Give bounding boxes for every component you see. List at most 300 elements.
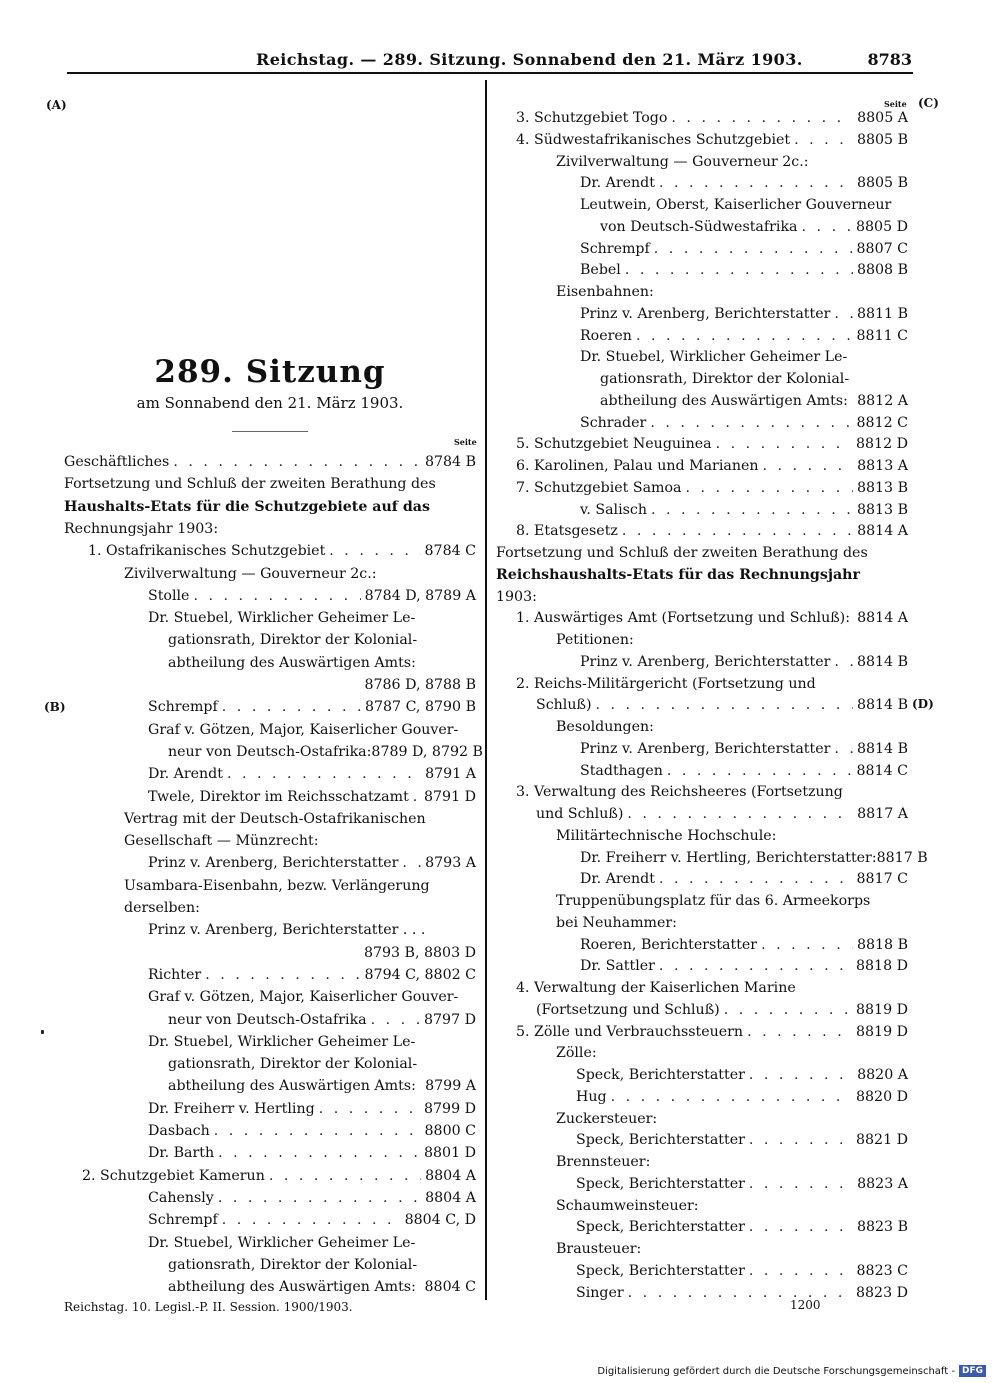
index-entry-label: Richter bbox=[148, 966, 202, 983]
index-entry-label: Dr. Freiherr v. Hertling, Berichterstatter: bbox=[580, 849, 877, 866]
index-entry-page: 8784 D, 8789 A bbox=[364, 587, 476, 604]
index-entry-label: Prinz v. Arenberg, Berichterstatter bbox=[580, 305, 831, 322]
index-entry-label: Speck, Berichterstatter bbox=[576, 1262, 745, 1279]
index-entry-page: 8805 B bbox=[856, 131, 908, 148]
index-entry-label: abtheilung des Auswärtigen Amts: bbox=[168, 1279, 416, 1296]
index-entry-label: 3. Schutzgebiet Togo bbox=[516, 110, 668, 126]
index-entry-label: neur von Deutsch-Ostafrika: bbox=[168, 743, 372, 760]
dot-leader bbox=[834, 304, 853, 324]
index-entry bbox=[580, 739, 908, 759]
index-entry-label: 3. Verwaltung des Reichsheeres (Fortsetzung bbox=[516, 784, 843, 801]
index-entry bbox=[516, 978, 908, 998]
index-entry bbox=[516, 674, 908, 694]
margin-letter-b: (B) bbox=[44, 700, 66, 714]
index-entry-label: Dr. Arendt bbox=[580, 871, 655, 888]
index-entry bbox=[556, 152, 908, 172]
index-entry-page: 8812 D bbox=[856, 436, 908, 453]
index-entry-page: 8804 A bbox=[425, 1167, 476, 1184]
index-entry bbox=[148, 1233, 476, 1253]
index-entry bbox=[168, 943, 476, 963]
index-entry bbox=[516, 1022, 908, 1042]
header-rule bbox=[67, 72, 913, 74]
index-entry-label: Stadthagen bbox=[580, 762, 663, 779]
dot-leader bbox=[763, 456, 854, 476]
dot-leader bbox=[173, 452, 421, 472]
index-entry-page: 8791 A bbox=[425, 766, 476, 783]
index-entry-label: Hug bbox=[576, 1088, 607, 1105]
index-entry bbox=[580, 304, 908, 324]
index-entry-label: abtheilung des Auswärtigen Amts: bbox=[600, 392, 848, 409]
index-entry-label: neur von Deutsch-Ostafrika bbox=[168, 1011, 367, 1028]
index-entry bbox=[148, 764, 476, 784]
index-entry-page: 8793 A bbox=[425, 855, 476, 872]
index-entry bbox=[580, 848, 928, 868]
index-entry-label: Dr. Barth bbox=[148, 1145, 215, 1162]
index-entry-label: abtheilung des Auswärtigen Amts: bbox=[168, 654, 416, 671]
index-entry-label: Speck, Berichterstatter bbox=[576, 1132, 745, 1149]
index-entry bbox=[556, 630, 908, 650]
dot-leader bbox=[625, 260, 853, 280]
dot-leader bbox=[413, 787, 420, 807]
index-entry bbox=[88, 541, 476, 561]
index-entry-label: Brausteuer: bbox=[556, 1241, 642, 1257]
index-entry-label: Petitionen: bbox=[556, 632, 634, 648]
index-entry bbox=[600, 217, 908, 237]
dot-leader bbox=[371, 1010, 420, 1030]
index-entry bbox=[556, 717, 908, 737]
dot-leader bbox=[794, 130, 853, 150]
index-entry-label: Dr. Sattler bbox=[580, 958, 655, 975]
index-entry-page: 8817 A bbox=[857, 806, 908, 822]
index-entry-label: Dr. Stuebel, Wirklicher Geheimer Le- bbox=[580, 349, 848, 366]
digitization-credit-text: Digitalisierung gefördert durch die Deutsche Forschungsgemeinschaft - bbox=[597, 1365, 955, 1377]
index-entry bbox=[516, 456, 908, 476]
dot-leader bbox=[329, 541, 420, 561]
index-entry-page: 8784 C bbox=[424, 543, 476, 560]
index-entry bbox=[124, 809, 476, 829]
index-entry bbox=[82, 1166, 476, 1186]
index-entry bbox=[148, 965, 476, 985]
index-entry-label: Twele, Direktor im Reichsschatzamt bbox=[148, 788, 409, 805]
index-entry-page: 8819 D bbox=[856, 1023, 908, 1040]
index-entry bbox=[580, 260, 908, 280]
index-entry bbox=[148, 987, 476, 1007]
index-entry-page: 8814 A bbox=[857, 523, 908, 540]
index-entry-label: Zölle: bbox=[556, 1045, 597, 1062]
index-entry-label: Speck, Berichterstatter bbox=[576, 1219, 745, 1236]
index-entry bbox=[580, 761, 908, 781]
index-entry-page: 8823 C bbox=[856, 1262, 908, 1279]
index-entry-page: 8813 A bbox=[857, 458, 908, 474]
dot-leader bbox=[834, 652, 853, 672]
running-header-page-number: 8783 bbox=[867, 50, 912, 69]
index-entry bbox=[576, 1087, 908, 1107]
index-entry-label: Prinz v. Arenberg, Berichterstatter bbox=[148, 855, 399, 872]
index-entry bbox=[536, 1000, 908, 1020]
dot-leader bbox=[686, 478, 853, 498]
dot-leader bbox=[205, 965, 360, 985]
index-entry bbox=[576, 1130, 908, 1150]
index-entry-label: Zivilverwaltung — Gouverneur 2c.: bbox=[556, 153, 809, 170]
index-entry bbox=[148, 586, 476, 606]
index-entry bbox=[64, 497, 476, 517]
index-entry bbox=[580, 195, 908, 215]
index-entry-page: 8789 D, 8792 B bbox=[371, 743, 483, 760]
index-entry-label: Zivilverwaltung — Gouverneur 2c.: bbox=[124, 565, 377, 582]
title-separator bbox=[232, 431, 308, 432]
index-entry-label: Roeren, Berichterstatter bbox=[580, 936, 758, 953]
index-entry-page: 8804 C bbox=[424, 1279, 476, 1296]
column-divider bbox=[485, 80, 487, 1300]
index-entry-page: 8811 C bbox=[856, 327, 908, 344]
index-entry-label: Bebel bbox=[580, 262, 621, 279]
index-entry bbox=[168, 742, 483, 762]
index-entry bbox=[536, 695, 908, 715]
index-entry bbox=[556, 1239, 908, 1259]
index-entry-label: und Schluß) bbox=[536, 806, 624, 822]
index-entry bbox=[580, 652, 908, 672]
dot-leader bbox=[749, 1065, 853, 1085]
running-header-title: Reichstag. — 289. Sitzung. Sonnabend den 21. März 1903. bbox=[256, 50, 803, 69]
index-entry-label: (Fortsetzung und Schluß) bbox=[536, 1001, 720, 1018]
dot-leader bbox=[319, 1099, 420, 1119]
index-entry-label: Haushalts-Etats für die Schutzgebiete auf das bbox=[64, 498, 430, 515]
index-entry-label: 7. Schutzgebiet Samoa bbox=[516, 479, 682, 496]
index-entry-label: derselben: bbox=[124, 900, 200, 916]
index-entry-page: 8814 C bbox=[856, 762, 908, 779]
index-entry-page: 8814 B bbox=[856, 653, 908, 670]
index-entry-page: 8799 D bbox=[424, 1100, 476, 1117]
index-entry-label: Graf v. Götzen, Major, Kaiserlicher Gouver- bbox=[148, 721, 459, 738]
dot-leader bbox=[659, 173, 853, 193]
index-entry bbox=[580, 413, 908, 433]
index-entry-page: 8805 D bbox=[856, 218, 908, 235]
dot-leader bbox=[269, 1166, 421, 1186]
index-entry-label: 6. Karolinen, Palau und Marianen bbox=[516, 458, 759, 474]
index-entry bbox=[148, 1032, 476, 1052]
index-entry-page: 8805 A bbox=[857, 110, 908, 126]
index-entry-page: 8800 C bbox=[424, 1123, 476, 1139]
index-entry-label: Fortsetzung und Schluß der zweiten Berathung des bbox=[64, 476, 436, 493]
index-entry bbox=[168, 1255, 476, 1275]
index-entry bbox=[64, 519, 476, 539]
index-entry bbox=[148, 1210, 476, 1230]
index-entry-label: Rechnungsjahr 1903: bbox=[64, 520, 219, 537]
index-entry bbox=[168, 1054, 476, 1074]
index-entry bbox=[124, 876, 476, 896]
index-entry bbox=[496, 543, 908, 563]
index-entry-label: Eisenbahnen: bbox=[556, 284, 654, 300]
index-entry-page: 8812 C bbox=[856, 414, 908, 431]
index-entry-page: 8823 D bbox=[856, 1284, 908, 1301]
index-entry-label: Dr. Stuebel, Wirklicher Geheimer Le- bbox=[148, 1033, 416, 1050]
dot-leader bbox=[622, 521, 853, 541]
index-entry bbox=[496, 565, 908, 585]
index-entry bbox=[600, 391, 908, 411]
index-entry bbox=[64, 452, 476, 472]
index-entry-page: 8819 D bbox=[856, 1001, 908, 1018]
index-entry-label: Reichshaushalts-Etats für das Rechnungsjahr bbox=[496, 566, 860, 583]
index-entry-label: Graf v. Götzen, Major, Kaiserlicher Gouver- bbox=[148, 989, 459, 1006]
dot-leader bbox=[834, 739, 853, 759]
index-entry-label: Stolle bbox=[148, 587, 190, 604]
index-entry-label: 2. Reichs-Militärgericht (Fortsetzung und bbox=[516, 675, 816, 692]
session-subtitle: am Sonnabend den 21. März 1903. bbox=[136, 394, 404, 412]
dot-leader bbox=[222, 1210, 401, 1230]
dot-leader bbox=[749, 1130, 852, 1150]
index-entry bbox=[516, 130, 908, 150]
index-entry-page: 8801 D bbox=[424, 1145, 476, 1162]
index-entry bbox=[576, 1283, 908, 1303]
index-entry-label: Truppenübungsplatz für das 6. Armeekorps bbox=[556, 893, 871, 909]
index-entry bbox=[576, 1217, 908, 1237]
index-entry-label: Schaumweinsteuer: bbox=[556, 1197, 699, 1214]
index-entry-label: gationsrath, Direktor der Kolonial- bbox=[168, 1056, 418, 1073]
index-entry-page: 8813 B bbox=[856, 479, 908, 496]
index-entry-page: 8818 D bbox=[856, 958, 908, 975]
index-entry bbox=[516, 608, 908, 628]
index-entry-label: Speck, Berichterstatter bbox=[576, 1175, 745, 1192]
dot-leader bbox=[802, 217, 852, 237]
index-entry bbox=[576, 1261, 908, 1281]
index-entry bbox=[580, 956, 908, 976]
index-entry-label: Schluß) bbox=[536, 697, 592, 714]
index-entry bbox=[580, 500, 908, 520]
index-entry-page: 8794 C, 8802 C bbox=[364, 966, 476, 983]
index-entry-label: Vertrag mit der Deutsch-Ostafrikanischen bbox=[124, 810, 426, 827]
index-entry-label: Schrader bbox=[580, 414, 647, 431]
index-entry bbox=[148, 853, 476, 873]
index-entry-label: Prinz v. Arenberg, Berichterstatter . . . bbox=[148, 922, 426, 939]
index-entry bbox=[168, 1277, 476, 1297]
dot-leader bbox=[654, 239, 853, 259]
index-entry bbox=[600, 369, 908, 389]
dot-leader bbox=[596, 695, 853, 715]
index-entry-label: v. Salisch bbox=[580, 501, 647, 518]
index-entry-label: 1. Auswärtiges Amt (Fortsetzung und Schluß): bbox=[516, 610, 850, 627]
index-entry-page: 8821 D bbox=[856, 1132, 908, 1149]
dot-leader bbox=[716, 434, 852, 454]
index-entry bbox=[148, 1143, 476, 1163]
index-entry-page: 8804 A bbox=[425, 1189, 476, 1206]
index-entry bbox=[168, 675, 476, 695]
index-entry-page: 8808 B bbox=[856, 262, 908, 279]
index-entry-label: Roeren bbox=[580, 327, 632, 344]
index-entry bbox=[168, 653, 476, 673]
index-entry-label: gationsrath, Direktor der Kolonial- bbox=[168, 632, 418, 649]
index-entry-page: 8811 B bbox=[856, 305, 908, 322]
index-entry-label: 4. Verwaltung der Kaiserlichen Marine bbox=[516, 980, 796, 996]
index-entry-label: Dr. Stuebel, Wirklicher Geheimer Le- bbox=[148, 1234, 416, 1251]
dot-leader bbox=[724, 1000, 852, 1020]
index-entry bbox=[496, 587, 908, 607]
index-entry-page: 8814 B bbox=[856, 740, 908, 757]
dot-leader bbox=[636, 326, 853, 346]
index-entry-page: 8814 A bbox=[857, 610, 908, 627]
index-entry-page: 8805 B bbox=[856, 175, 908, 192]
index-entry bbox=[580, 326, 908, 346]
margin-letter-c: (C) bbox=[918, 96, 939, 110]
index-entry-page: 8813 B bbox=[856, 501, 908, 518]
index-entry bbox=[124, 831, 476, 851]
index-entry-label: Besoldungen: bbox=[556, 719, 654, 735]
index-entry-label: 2. Schutzgebiet Kamerun bbox=[82, 1167, 265, 1184]
index-entry-label: Dr. Stuebel, Wirklicher Geheimer Le- bbox=[148, 610, 416, 627]
index-entry bbox=[168, 630, 476, 650]
footer-signature-number: 1200 bbox=[790, 1298, 821, 1312]
index-entry bbox=[64, 474, 476, 494]
margin-letter-a: (A) bbox=[46, 98, 67, 112]
index-entry bbox=[148, 1099, 476, 1119]
dot-leader bbox=[227, 764, 421, 784]
index-entry bbox=[168, 1076, 476, 1096]
dot-leader bbox=[747, 1022, 852, 1042]
index-entry-page: 8817 B bbox=[876, 849, 928, 866]
index-entry bbox=[168, 1010, 476, 1030]
dot-leader bbox=[667, 761, 853, 781]
seite-label-left: Seite bbox=[454, 437, 477, 447]
stray-ink-mark bbox=[41, 1030, 44, 1034]
index-entry bbox=[516, 782, 908, 802]
index-entry-label: Prinz v. Arenberg, Berichterstatter bbox=[580, 653, 831, 670]
index-entry bbox=[148, 787, 476, 807]
index-entry bbox=[580, 173, 908, 193]
index-entry-label: Schrempf bbox=[148, 1212, 218, 1229]
dot-leader bbox=[218, 1188, 421, 1208]
dot-leader bbox=[627, 804, 853, 824]
index-entry-page: 8797 D bbox=[424, 1011, 476, 1028]
dot-leader bbox=[222, 697, 361, 717]
dot-leader bbox=[749, 1217, 853, 1237]
index-entry-label: Dr. Freiherr v. Hertling bbox=[148, 1100, 315, 1117]
index-entry bbox=[148, 1188, 476, 1208]
index-entry bbox=[516, 521, 908, 541]
index-entry-label: Gesellschaft — Münzrecht: bbox=[124, 833, 319, 850]
index-entry bbox=[516, 478, 908, 498]
session-title: 289. Sitzung bbox=[154, 354, 386, 390]
index-entry bbox=[556, 826, 908, 846]
index-entry-label: Prinz v. Arenberg, Berichterstatter bbox=[580, 740, 831, 757]
dot-leader bbox=[611, 1087, 852, 1107]
index-entry-label: 4. Südwestafrikanisches Schutzgebiet bbox=[516, 131, 791, 148]
index-entry-label: Schrempf bbox=[580, 240, 650, 257]
index-entry-page: 8812 A bbox=[857, 392, 908, 409]
index-entry-page: 8823 A bbox=[857, 1175, 908, 1192]
index-entry-label: Schrempf bbox=[148, 699, 218, 716]
index-entry bbox=[580, 239, 908, 259]
index-entry-page: 8784 B bbox=[424, 454, 476, 470]
index-entry bbox=[556, 1196, 908, 1216]
index-entry bbox=[556, 891, 908, 911]
index-entry-label: gationsrath, Direktor der Kolonial- bbox=[168, 1256, 418, 1273]
seite-label-right: Seite bbox=[884, 99, 907, 109]
dot-leader bbox=[402, 853, 421, 873]
index-entry-label: Militärtechnische Hochschule: bbox=[556, 827, 777, 844]
margin-letter-d: (D) bbox=[912, 697, 934, 711]
index-entry-label: 1. Ostafrikanisches Schutzgebiet bbox=[88, 543, 326, 560]
index-entry-label: Leutwein, Oberst, Kaiserlicher Gouverneur bbox=[580, 197, 892, 213]
index-entry-label: Speck, Berichterstatter bbox=[576, 1067, 745, 1083]
index-entry bbox=[556, 282, 908, 302]
index-entry-page: 8820 D bbox=[856, 1088, 908, 1105]
index-entry bbox=[556, 1109, 908, 1129]
index-entry-page: 8807 C bbox=[856, 240, 908, 257]
index-entry-label: 8. Etatsgesetz bbox=[516, 523, 618, 540]
index-entry-page: 8804 C, D bbox=[404, 1212, 476, 1229]
index-entry-label: Cahensly bbox=[148, 1189, 214, 1206]
index-entry-page: 8799 A bbox=[425, 1078, 476, 1095]
dot-leader bbox=[651, 500, 853, 520]
index-entry-label: Dr. Arendt bbox=[580, 175, 655, 192]
index-entry-label: Fortsetzung und Schluß der zweiten Berathung des bbox=[496, 545, 868, 561]
dot-leader bbox=[761, 935, 853, 955]
dot-leader bbox=[749, 1261, 853, 1281]
dot-leader bbox=[659, 869, 853, 889]
index-entry bbox=[556, 1043, 908, 1063]
index-entry-page: 8793 B, 8803 D bbox=[363, 944, 476, 961]
footer-session-info: Reichstag. 10. Legisl.-P. II. Session. 1900/1903. bbox=[64, 1300, 353, 1314]
index-entry-page: 8817 C bbox=[856, 871, 908, 888]
index-entry bbox=[556, 913, 908, 933]
index-entry bbox=[536, 804, 908, 824]
index-entry bbox=[124, 564, 476, 584]
index-entry-label: 5. Zölle und Verbrauchssteuern bbox=[516, 1023, 744, 1040]
index-entry-label: Brennsteuer: bbox=[556, 1154, 651, 1170]
index-entry bbox=[148, 1121, 476, 1141]
index-entry bbox=[124, 898, 476, 918]
dot-leader bbox=[650, 413, 852, 433]
index-entry-page: 8786 D, 8788 B bbox=[364, 677, 476, 693]
index-entry-label: Usambara-Eisenbahn, bezw. Verlängerung bbox=[124, 877, 430, 894]
dfg-logo: DFG bbox=[959, 1365, 986, 1377]
index-entry-page: 8820 A bbox=[857, 1067, 908, 1083]
dot-leader bbox=[749, 1174, 853, 1194]
index-entry-page: 8823 B bbox=[856, 1219, 908, 1236]
index-entry-page: 8787 C, 8790 B bbox=[364, 699, 476, 716]
index-entry-label: Singer bbox=[576, 1284, 624, 1301]
index-entry bbox=[556, 1152, 908, 1172]
index-entry-label: Zuckersteuer: bbox=[556, 1110, 658, 1127]
index-entry-label: 5. Schutzgebiet Neuguinea bbox=[516, 436, 712, 453]
index-entry-label: von Deutsch-Südwestafrika bbox=[600, 218, 798, 235]
index-entry-page: 8791 D bbox=[424, 788, 476, 805]
index-entry bbox=[580, 347, 908, 367]
index-entry bbox=[516, 434, 908, 454]
index-entry-label: Dasbach bbox=[148, 1123, 210, 1139]
index-entry bbox=[148, 920, 476, 940]
dot-leader bbox=[659, 956, 852, 976]
index-entry bbox=[576, 1065, 908, 1085]
index-entry bbox=[580, 869, 908, 889]
index-entry bbox=[148, 697, 476, 717]
index-entry-label: Dr. Arendt bbox=[148, 766, 223, 783]
dot-leader bbox=[193, 586, 360, 606]
dot-leader bbox=[214, 1121, 421, 1141]
index-entry bbox=[580, 935, 908, 955]
index-entry-label: gationsrath, Direktor der Kolonial- bbox=[600, 371, 850, 387]
index-entry bbox=[576, 1174, 908, 1194]
index-entry-label: Geschäftliches bbox=[64, 454, 170, 470]
index-entry bbox=[516, 108, 908, 128]
dot-leader bbox=[218, 1143, 420, 1163]
dot-leader bbox=[671, 108, 853, 128]
index-entry bbox=[148, 720, 476, 740]
index-entry-page: 8818 B bbox=[856, 936, 908, 953]
index-entry-label: bei Neuhammer: bbox=[556, 914, 677, 931]
index-entry-label: abtheilung des Auswärtigen Amts: bbox=[168, 1078, 416, 1095]
index-entry-label: 1903: bbox=[496, 588, 537, 605]
index-entry bbox=[148, 608, 476, 628]
